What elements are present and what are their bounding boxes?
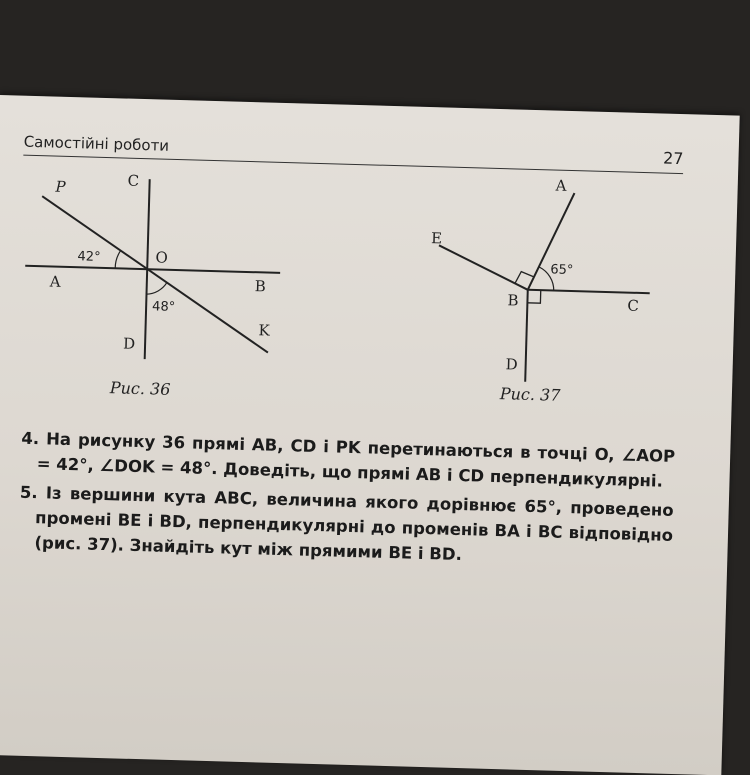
label-d: D — [505, 355, 518, 374]
label-e: E — [430, 229, 443, 248]
label-b: B — [507, 291, 519, 310]
book-page — [0, 95, 740, 775]
problem-number: 5. — [19, 482, 38, 503]
section-title: Самостійні роботи — [23, 132, 170, 155]
angle-arc-dok — [146, 282, 166, 295]
ray-bc — [528, 290, 650, 293]
angle-label-65: 65° — [550, 262, 574, 279]
ray-bd — [525, 290, 528, 382]
label-p: P — [55, 177, 66, 196]
caption-fig36: Рис. 36 — [109, 378, 171, 399]
caption-fig37: Рис. 37 — [499, 384, 561, 405]
problem-5 — [12, 480, 674, 573]
label-k: K — [258, 321, 270, 340]
figure-37 — [407, 167, 673, 394]
angle-label-48: 48° — [151, 299, 176, 315]
label-a: A — [555, 176, 567, 195]
angle-label-42: 42° — [77, 249, 101, 265]
label-b: B — [254, 277, 267, 296]
page-header — [23, 131, 683, 174]
label-a: A — [49, 272, 61, 291]
page-number: 27 — [662, 148, 684, 169]
problem-list — [12, 426, 675, 577]
problem-text: На рисунку 36 прямі AB, CD і PK перетинаються в точці O, ∠AOP = 42°, ∠DOK = 48°. Доведіть, що прямі AB і CD перпендикулярні. — [36, 429, 676, 491]
problem-number: 4. — [21, 428, 40, 449]
line-pk — [38, 196, 272, 352]
label-o: O — [155, 248, 169, 267]
right-angle-cbd — [527, 290, 540, 303]
problem-text: Із вершини кута ABC, величина якого дорівнює 65°, проведено промені BE і BD, перпендикулярні до променів BA і BC відповідно (рис. 37). Знайдіть кут між прямими BE і BD. — [34, 483, 674, 565]
figure-36 — [12, 171, 297, 379]
label-c: C — [627, 296, 640, 315]
angle-arc-aop — [115, 250, 121, 268]
label-d: D — [122, 334, 136, 353]
label-c: C — [127, 171, 140, 190]
